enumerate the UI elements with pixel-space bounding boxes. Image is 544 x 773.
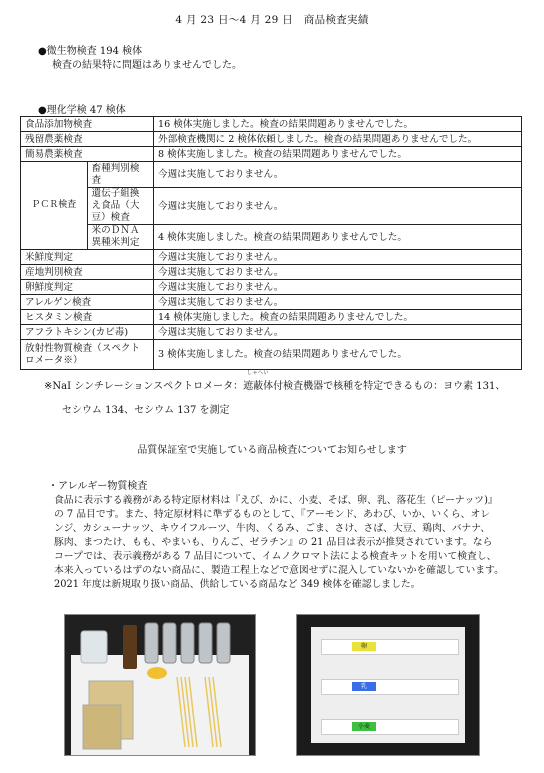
item-cell: 放射性物質検査（スペクトロメータ※） [21,340,154,370]
footnote-line-1: ※NaI シンチレーションスペクトロメータ：遮蔽体付検査機器で核種を特定できるもの：ヨウ素 131、 [44,381,506,392]
test-kit-photo [64,614,256,756]
test-strip [321,639,459,655]
item-cell: 卵鮮度判定 [21,280,154,295]
result-cell: 16 検体実施しました。検査の結果問題ありませんでした。 [154,117,522,132]
table-row [21,147,522,162]
item-cell: 産地判別検査 [21,265,154,280]
table-row [21,295,522,310]
item-cell: アフラトキシン(カビ毒) [21,325,154,340]
micro-heading: ●微生物検査 194 検体 [38,46,143,57]
table-row [21,325,522,340]
allergy-body [54,494,534,592]
result-cell: 今週は実施しておりません。 [154,295,522,310]
physchem-heading: ●理化学検 47 検体 [38,105,126,116]
item-cell: 米鮮度判定 [21,250,154,265]
result-cell: 今週は実施しておりません。 [154,325,522,340]
allergy-line: ンジ、カシューナッツ、キウイフルーツ、牛肉、くるみ、ごま、さけ、さば、大豆、鶏肉、バナナ、 [54,523,491,534]
result-cell: 今週は実施しておりません。 [154,250,522,265]
result-cell: 今週は実施しておりません。 [154,188,522,225]
page-title: 4 月 23 日〜4 月 29 日 商品検査実績 [175,14,369,26]
table-row [21,132,522,147]
table-row [21,340,522,370]
test-strip-photo [296,614,480,756]
item-cell: ヒスタミン検査 [21,310,154,325]
inspection-table [20,116,522,370]
result-cell: 4 検体実施しました。検査の結果問題ありませんでした。 [154,225,522,250]
item-cell: 米のＤＮＡ異種米判定 [87,225,154,250]
notice-heading: 品質保証室で実施している商品検査についてお知らせします [137,445,407,456]
allergy-line: 本来入っているはずのない商品に、製造工程上などで意図せずに混入していないかを確認しています。 [54,565,504,576]
item-cell: 遺伝子組換え食品（大豆）検査 [87,188,154,225]
table-row [21,162,522,188]
table-row [21,280,522,295]
test-strip [321,719,459,735]
result-cell: 外部検査機関に 2 検体依頼しました。検査の結果問題ありませんでした。 [154,132,522,147]
footnote-line-2: セシウム 134、セシウム 137 を測定 [62,405,230,416]
ruby-text: しゃへい [247,370,270,376]
item-cell: 残留農薬検査 [21,132,154,147]
table-row [21,188,522,225]
allergy-heading: ・アレルギー物質検査 [48,481,148,492]
item-cell: 簡易農薬検査 [21,147,154,162]
strip-label: 乳 [352,682,376,691]
allergy-line: 食品に表示する義務がある特定原材料は『えび、かに、小麦、そば、卵、乳、落花生（ピーナッツ)』 [54,495,498,506]
table-row [21,225,522,250]
item-cell: アレルゲン検査 [21,295,154,310]
result-cell: 14 検体実施しました。検査の結果問題ありませんでした。 [154,310,522,325]
result-cell: 今週は実施しておりません。 [154,265,522,280]
result-cell: 8 検体実施しました。検査の結果問題ありませんでした。 [154,147,522,162]
table-row [21,310,522,325]
table-row [21,250,522,265]
allergy-line: の 7 品目です。また、特定原材料に準ずるものとして、『アーモンド、あわび、いか、いくら、オレ [54,509,491,520]
item-cell: 食品添加物検査 [21,117,154,132]
allergy-line: コープでは、表示義務がある 7 品目について、イムノクロマト法による検査キットを用いて検査し、 [54,551,497,562]
pcr-label: ＰＣＲ検査 [21,162,88,250]
strip-label: 小麦 [352,722,376,731]
result-cell: 今週は実施しておりません。 [154,280,522,295]
table-row [21,117,522,132]
result-cell: 3 検体実施しました。検査の結果問題ありませんでした。 [154,340,522,370]
table-row [21,265,522,280]
micro-result: 検査の結果特に問題はありませんでした。 [52,60,242,71]
allergy-line: 2021 年度は新規取り扱い商品、供給している商品など 349 検体を確認しました。 [54,579,421,590]
allergy-line: 豚肉、まつたけ、もも、やまいも、りんご、ゼラチン』の 21 品目は表示が推奨されています。なら [54,537,493,548]
item-cell: 畜種判別検査 [87,162,154,188]
result-cell: 今週は実施しておりません。 [154,162,522,188]
strip-label: 卵 [352,642,376,651]
test-strip [321,679,459,695]
test-kit-illustration [65,615,255,755]
